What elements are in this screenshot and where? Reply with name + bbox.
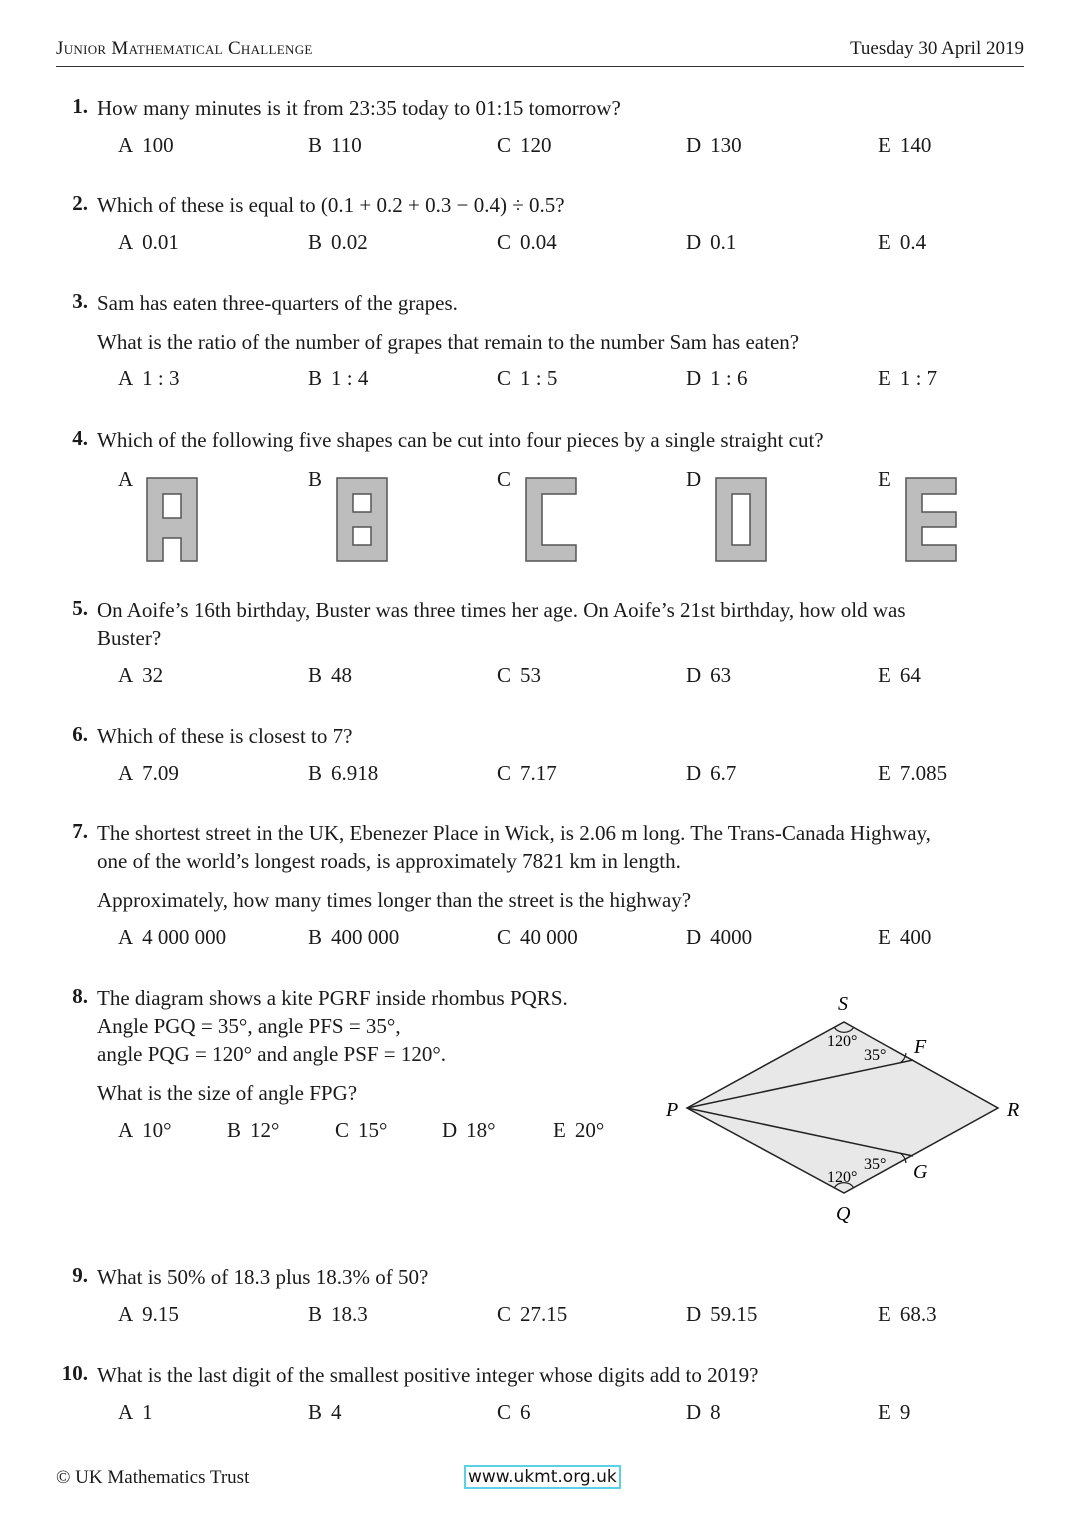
option-e[interactable]: E 7.085 [878, 761, 948, 785]
option-b[interactable]: B 4 [308, 1400, 342, 1424]
option-d[interactable]: D 130 [686, 133, 742, 157]
option-c[interactable]: C 120 [497, 133, 552, 157]
question-text: On Aoife’s 16th birthday, Buster was three times her age. On Aoife’s 21st birthday, how old was [97, 598, 906, 622]
question-number: 10. [61, 1361, 88, 1385]
option-b[interactable]: B 48 [308, 663, 353, 687]
label-p: P [666, 1099, 679, 1121]
option-b[interactable]: B 1 : 4 [308, 366, 369, 390]
label-s: S [838, 993, 848, 1015]
option-e[interactable]: E 68.3 [878, 1302, 937, 1326]
shape-e-label: E [878, 467, 891, 491]
shape-b-label: B [308, 467, 323, 491]
question-number: 2. [72, 191, 88, 215]
option-d[interactable]: D 0.1 [686, 230, 737, 254]
question-text: What is the ratio of the number of grapes that remain to the number Sam has eaten? [97, 330, 800, 354]
option-d[interactable]: D 1 : 6 [686, 366, 748, 390]
label-r: R [1007, 1099, 1020, 1121]
question-text: Approximately, how many times longer than the street is the highway? [97, 888, 692, 912]
option-b[interactable]: B 12° [227, 1118, 280, 1142]
angle-label-q: 120° [827, 1169, 858, 1186]
letter-shapes [0, 0, 1080, 580]
label-g: G [913, 1161, 928, 1183]
question-number: 3. [72, 289, 88, 313]
option-c[interactable]: C 40 000 [497, 925, 578, 949]
option-e[interactable]: E 1 : 7 [878, 366, 938, 390]
answer-options [118, 761, 1018, 791]
option-e[interactable]: E 9 [878, 1400, 911, 1424]
copyright-notice: © UK Mathematics Trust [56, 1467, 250, 1488]
option-e[interactable]: E 20° [553, 1118, 605, 1142]
shape-c-label: C [497, 467, 512, 491]
shape-d-label: D [686, 467, 702, 491]
question-text: The diagram shows a kite PGRF inside rhombus PQRS. [97, 986, 568, 1010]
question-number: 5. [72, 596, 88, 620]
label-f: F [914, 1036, 927, 1058]
question-text: Which of these is closest to 7? [97, 724, 353, 748]
question-text: Sam has eaten three-quarters of the grapes. [97, 291, 458, 315]
option-b[interactable]: B 0.02 [308, 230, 368, 254]
question-number: 8. [72, 984, 88, 1008]
shape-a-label: A [118, 467, 134, 491]
shape-a[interactable] [147, 478, 197, 561]
angle-label-f: 35° [864, 1047, 887, 1064]
option-c[interactable]: C 27.15 [497, 1302, 568, 1326]
question-text: The shortest street in the UK, Ebenezer Place in Wick, is 2.06 m long. The Trans-Canada Highway, [97, 821, 931, 845]
question-number: 7. [72, 819, 88, 843]
rhombus-diagram [650, 985, 1050, 1235]
question-text: Which of these is equal to (0.1 + 0.2 + 0.3 − 0.4) ÷ 0.5? [97, 193, 565, 217]
question-number: 1. [72, 94, 88, 118]
option-a[interactable]: A 0.01 [118, 230, 179, 254]
question-text: Angle PGQ = 35°, angle PFS = 35°, [97, 1014, 401, 1038]
option-a[interactable]: A 10° [118, 1118, 172, 1142]
answer-options [118, 1118, 638, 1148]
question-text: angle PQG = 120° and angle PSF = 120°. [97, 1042, 447, 1066]
option-a[interactable]: A 4 000 000 [118, 925, 227, 949]
question-text: What is 50% of 18.3 plus 18.3% of 50? [97, 1265, 429, 1289]
option-a[interactable]: A 1 : 3 [118, 366, 180, 390]
angle-label-g: 35° [864, 1156, 887, 1173]
option-b[interactable]: B 110 [308, 133, 362, 157]
shape-c[interactable] [526, 478, 576, 561]
question-number: 6. [72, 722, 88, 746]
option-a[interactable]: A 100 [118, 133, 174, 157]
option-e[interactable]: E 0.4 [878, 230, 927, 254]
website-link[interactable]: www.ukmt.org.uk [464, 1465, 621, 1489]
option-b[interactable]: B 6.918 [308, 761, 379, 785]
question-text: Which of the following five shapes can be cut into four pieces by a single straight cut? [97, 428, 824, 452]
option-c[interactable]: C 15° [335, 1118, 388, 1142]
option-d[interactable]: D 6.7 [686, 761, 737, 785]
option-c[interactable]: C 6 [497, 1400, 531, 1424]
option-d[interactable]: D 18° [442, 1118, 496, 1142]
answer-options [118, 663, 1018, 693]
option-d[interactable]: D 59.15 [686, 1302, 758, 1326]
option-d[interactable]: D 8 [686, 1400, 721, 1424]
option-d[interactable]: D 63 [686, 663, 732, 687]
question-number: 9. [72, 1263, 88, 1287]
option-c[interactable]: C 7.17 [497, 761, 557, 785]
answer-options [118, 1400, 1018, 1430]
option-b[interactable]: B 400 000 [308, 925, 400, 949]
option-a[interactable]: A 9.15 [118, 1302, 179, 1326]
paper-date: Tuesday 30 April 2019 [849, 38, 1024, 59]
question-number: 4. [72, 426, 88, 450]
option-c[interactable]: C 53 [497, 663, 542, 687]
option-e[interactable]: E 64 [878, 663, 921, 687]
option-d[interactable]: D 4000 [686, 925, 753, 949]
option-a[interactable]: A 1 [118, 1400, 153, 1424]
shape-d[interactable] [716, 478, 766, 561]
option-e[interactable]: E 400 [878, 925, 932, 949]
question-text: What is the size of angle FPG? [97, 1081, 358, 1105]
question-text: What is the last digit of the smallest positive integer whose digits add to 2019? [97, 1363, 759, 1387]
shape-b[interactable] [337, 478, 387, 561]
shape-e[interactable] [906, 478, 956, 561]
option-a[interactable]: A 7.09 [118, 761, 179, 785]
option-c[interactable]: C 1 : 5 [497, 366, 558, 390]
question-text: Buster? [97, 626, 162, 650]
answer-options [118, 1302, 1018, 1332]
answer-options [118, 925, 1018, 955]
option-c[interactable]: C 0.04 [497, 230, 557, 254]
option-b[interactable]: B 18.3 [308, 1302, 368, 1326]
option-a[interactable]: A 32 [118, 663, 164, 687]
question-text: one of the world’s longest roads, is approximately 7821 km in length. [97, 849, 681, 873]
paper-title: Junior Mathematical Challenge [56, 38, 313, 59]
option-e[interactable]: E 140 [878, 133, 932, 157]
question-text: How many minutes is it from 23:35 today to 01:15 tomorrow? [97, 96, 621, 120]
label-q: Q [836, 1203, 851, 1225]
angle-label-s: 120° [827, 1033, 858, 1050]
